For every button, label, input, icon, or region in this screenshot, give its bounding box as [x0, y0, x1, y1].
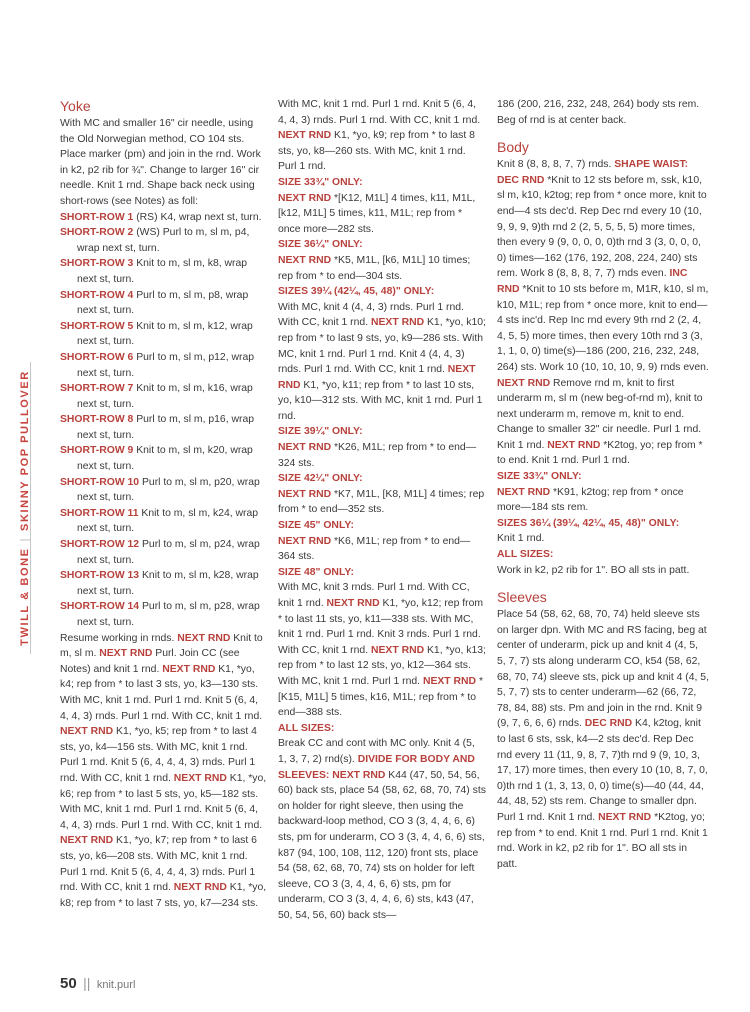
page-number: 50 [60, 975, 77, 992]
short-row-item [60, 225, 268, 256]
size-heading: SIZE 48" ONLY: [278, 566, 354, 578]
size-heading-line [278, 518, 486, 534]
size-heading-line [497, 469, 709, 485]
instruction-keyword: SHORT-ROW 5 [60, 320, 134, 332]
instruction-text: K1, *yo, k5; rep from * to last 4 sts, yo, k4—156 sts. With MC, knit 1 rnd. Purl 1 rnd. Knit 5 (6, 4, 4, 4, 3) rnds. Purl 1 rnd. With CC, knit 1 rnd. [60, 726, 257, 784]
instruction-text: Knit to m, sl m, k20, wrap next st, turn. [77, 445, 253, 473]
size-heading-line [278, 284, 486, 300]
instruction-text: K1, *yo, k7; rep from * to last 6 sts, yo, k6—208 sts. With MC, knit 1 rnd. Purl 1 rnd. Knit 5 (6, 4, 4, 4, 3) rnds. Purl 1 rnd. With CC, knit 1 rnd. [60, 835, 257, 894]
instruction-text: *[K15, M1L] 5 times, k16, M1L; rep from * to end—388 sts. [278, 675, 483, 719]
instruction-text: *K91, k2tog; rep from * once more—184 sts rem. [497, 486, 684, 514]
instruction-text: Knit 8 (8, 8, 8, 7, 7) rnds. [497, 159, 615, 171]
column-1 [60, 94, 268, 911]
column-3 [497, 97, 709, 872]
instruction-keyword: NEXT RND [422, 675, 477, 687]
instruction-keyword: SHORT-ROW 11 [60, 507, 139, 519]
size-instructions [278, 191, 486, 238]
instruction-keyword: NEXT RND [173, 772, 227, 784]
instruction-keyword: SHORT-ROW 9 [60, 445, 134, 457]
instruction-text: Knit to m, sl m, k12, wrap next st, turn. [77, 320, 253, 348]
size-heading-line [278, 424, 486, 440]
size-instructions [278, 580, 486, 720]
instruction-text: K44 (47, 50, 54, 56, 60) back sts, place 54 (58, 62, 68, 70, 74) sts on holder for right sleeve, then using the backward-loop method, CO 3 (3, 4, 4, 6, 6) sts, pm for underarm, CO 3 (3, 4, 4, 6, 6) sts, k87 (94, 100, 108, 112, 120) front sts, place 54 (58, 62, 68, 70, 74) sts on holder for left sleeve, CO 3 (3, 4, 4, 6, 6) sts, pm for underarm, CO 3 (3, 4, 4, 6, 6) sts, k43 (47, 50, 54, 56, 60) back sts— [278, 769, 486, 921]
instruction-keyword: NEXT RND [547, 439, 601, 451]
instruction-text: *K2tog, yo; rep from * to end. Knit 1 rnd. Purl 1 rnd. [497, 439, 703, 467]
instruction-keyword: SHORT-ROW 7 [60, 383, 134, 395]
instruction-keyword: NEXT RND [278, 192, 332, 204]
yoke-intro: With MC and smaller 16" cir needle, using the Old Norwegian method, CO 104 sts. Place marker (pm) and join in the rnd. Work in k2, p2 rib for ¾". Change to larger 16" cir needle. Knit 1 rnd. Shape back neck using short-rows (see Notes) as foll: [60, 118, 261, 207]
instruction-keyword: SHORT-ROW 13 [60, 570, 140, 582]
instruction-text: *Knit to 12 sts before m, ssk, k10, sl m, k10, k2tog; rep from * once more, knit to end—4 sts dec'd. Rep Dec rnd every 10 (10, 9, 9, 9, 9)th rnd 2 (2, 5, 5, 5, 5) more times, then every 9 (9, 0, 0, 0, 0)th rnd 3 (3, 0, 0, 0, 0) times—162 (176, 192, 208, 224, 240) sts rem. Work 8 (8, 8, 8, 7, 7) rnds even. [497, 174, 707, 280]
short-row-item [60, 475, 268, 506]
sidebar-brand: TWILL & BONE [19, 547, 31, 646]
size-heading: ALL SIZES: [278, 722, 335, 734]
instruction-keyword: NEXT RND [278, 254, 332, 266]
size-heading: SIZE 42¼" ONLY: [278, 473, 363, 485]
size-instructions [278, 440, 486, 471]
yoke-resume-paragraph [60, 631, 268, 912]
size-heading: SIZE 39¼" ONLY: [278, 426, 363, 438]
instruction-keyword: INC RND [497, 268, 688, 295]
short-row-item [60, 568, 268, 599]
instruction-keyword: NEXT RND [370, 317, 425, 329]
short-row-list [60, 210, 268, 631]
instruction-text: With MC, knit 4 (4, 4, 3) rnds. Purl 1 rnd. With CC, knit 1 rnd. [278, 301, 464, 329]
instruction-keyword: NEXT RND [326, 598, 380, 609]
size-heading-line [278, 471, 486, 487]
footer-separator: || [83, 975, 91, 991]
size-instructions [497, 485, 709, 516]
instruction-text: *K2tog, yo; rep from * to end. Knit 1 rnd. Purl 1 rnd. Knit 1 rnd. Work in k2, p2 rib for 1". BO all sts in patt. [497, 811, 708, 870]
yoke-resume-continued [278, 97, 486, 175]
instruction-keyword: NEXT RND [162, 663, 216, 675]
size-heading-line [497, 547, 709, 563]
yoke-size-sections [278, 175, 486, 924]
instruction-text: Resume working in rnds. [60, 632, 178, 644]
instruction-text: Knit to m, sl m, k24, wrap next st, turn. [77, 507, 259, 535]
instruction-text: *Knit to 10 sts before m, M1R, k10, sl m, k10, M1L; rep from * once more, knit to end—4 sts inc'd. Rep Inc rnd every 9th rnd 2 (2, 4, 4, 5, 5) more times, then every 10th rnd 3 (3, 1, 1, 0, 0) time(s)—186 (200, 216, 232, 248, 264) sts. Work 10 (10, 10, 10, 9, 9) rnds even. [497, 283, 709, 373]
instruction-keyword: NEXT RND [497, 486, 551, 498]
instruction-text: Remove rnd m, knit to first underarm m, sl m (new beg-of-rnd m), knit to next underarm m, remove m, knit to end. Change to smaller 32" cir needle. Purl 1 rnd. Knit 1 rnd. [497, 377, 703, 451]
size-heading-line [278, 237, 486, 253]
short-row-item [60, 506, 268, 537]
size-instructions [497, 563, 709, 579]
sleeves-heading: Sleeves [497, 589, 547, 606]
body-size-sections [497, 469, 709, 578]
instruction-text: *[K12, M1L] 4 times, k11, M1L, [k12, M1L] 5 times, k11, M1L; rep from * once more—282 sts. [278, 192, 476, 235]
instruction-text: K1, *yo, k8; rep from * to last 7 sts, yo, k7—234 sts. [60, 882, 267, 909]
short-row-item [60, 381, 268, 412]
instruction-text: 186 (200, 216, 232, 248, 264) body sts rem. Beg of rnd is at center back. [497, 99, 700, 126]
instruction-keyword: SHORT-ROW 6 [60, 351, 134, 363]
instruction-text: Work in k2, p2 rib for 1". BO all sts in patt. [497, 564, 690, 576]
magazine-name: knit.purl [96, 979, 136, 991]
sidebar-pattern-name: SKINNY POP PULLOVER [19, 370, 31, 531]
instruction-keyword: NEXT RND [173, 882, 227, 894]
instruction-text: Knit to m, sl m, k16, wrap next st, turn. [77, 383, 253, 410]
size-heading-line [278, 565, 486, 581]
instruction-text: Knit to m, sl m, k28, wrap next st, turn. [77, 570, 259, 597]
instruction-keyword: DEC RND [584, 718, 633, 730]
instruction-text: K1, *yo, k9; rep from * to last 8 sts, yo, k8—260 sts. With MC, knit 1 rnd. Purl 1 rnd. [278, 130, 475, 173]
short-row-item [60, 256, 268, 287]
size-heading-line [497, 516, 709, 532]
instruction-text: (RS) K4, wrap next st, turn. [133, 211, 262, 223]
instruction-text: Purl to m, sl m, p20, wrap next st, turn. [77, 476, 260, 504]
yoke-heading: Yoke [60, 98, 91, 114]
short-row-item [60, 350, 268, 381]
size-heading: SIZES 39¼ (42¼, 45, 48)" ONLY: [278, 286, 435, 298]
size-heading: SIZE 33¾" ONLY: [497, 471, 582, 483]
size-heading-line [278, 721, 486, 737]
instruction-text: K1, *yo, k4; rep from * to last 3 sts, yo, k3—130 sts. With MC, knit 1 rnd. Purl 1 rnd. Knit 5 (6, 4, 4, 4, 3) rnds. Purl 1 rnd. With CC, knit 1 rnd. [60, 663, 263, 722]
size-instructions [278, 253, 486, 284]
column-2 [278, 97, 486, 923]
page-footer [60, 975, 135, 995]
instruction-text: K1, *yo, k13; rep from * to last 12 sts, yo, k12—364 sts. With MC, knit 1 rnd. Purl 1 rnd. [278, 644, 486, 687]
instruction-text: *K5, M1L, [k6, M1L] 10 times; rep from * to end—304 sts. [278, 254, 471, 282]
size-heading: ALL SIZES: [497, 549, 554, 561]
instruction-text: Purl to m, sl m, p12, wrap next st, turn. [77, 351, 254, 379]
instruction-text: With MC, knit 3 rnds. Purl 1 rnd. With CC, knit 1 rnd. [278, 582, 470, 609]
instruction-keyword: NEXT RND [99, 648, 153, 660]
instruction-text: Place 54 (58, 62, 68, 70, 74) held sleeve sts on larger dpn. With MC and RS facing, beg at center of underarm, pick up and knit 4 (4, 5, 5, 7, 7) sts along underarm CO, k54 (58, 62, 68, 70, 74) sleeve sts, pick up and knit 4 (4, 5, 5, 7, 7) sts to center underarm—62 (66, 72, 78, 84, 88) sts. Pm and join in the rnd. Knit 9 (9, 7, 6, 6, 6) rnds. [497, 609, 709, 730]
size-instructions [278, 736, 486, 923]
sidebar-label [18, 362, 32, 654]
short-row-item [60, 319, 268, 350]
short-row-item [60, 537, 268, 568]
instruction-keyword: NEXT RND [278, 364, 476, 391]
instruction-keyword: SHAPE WAIST: DEC RND [497, 159, 689, 186]
instruction-keyword: NEXT RND [598, 811, 652, 823]
instruction-keyword: NEXT RND [60, 726, 114, 738]
instruction-text: Knit to m, sl m. [60, 632, 263, 660]
body-heading: Body [497, 139, 529, 156]
size-heading: SIZE 45" ONLY: [278, 520, 354, 532]
instruction-keyword: SHORT-ROW 1 [60, 211, 134, 223]
instruction-text: Purl to m, sl m, p8, wrap next st, turn. [77, 289, 249, 317]
instruction-text: Purl to m, sl m, p24, wrap next st, turn. [77, 539, 260, 566]
instruction-text: K1, *yo, k11; rep from * to last 10 sts, yo, k10—312 sts. With MC, knit 1 rnd. Purl 1 rnd. [278, 379, 483, 422]
short-row-item [60, 210, 268, 226]
sleeves-paragraph [497, 607, 709, 872]
size-instructions [497, 531, 709, 547]
instruction-keyword: DIVIDE FOR BODY AND SLEEVES: NEXT RND [278, 753, 475, 781]
instruction-text: Break CC and cont with MC only. Knit 4 (5, 1, 3, 7, 2) rnd(s). [278, 738, 475, 765]
instruction-text: Knit 1 rnd. [497, 533, 545, 545]
short-row-item [60, 443, 268, 474]
sidebar-separator: | [19, 536, 31, 542]
instruction-text: Knit to m, sl m, k8, wrap next st, turn. [77, 258, 248, 285]
instruction-keyword: NEXT RND [497, 377, 551, 389]
size-heading: SIZES 36¼ (39¼, 42¼, 45, 48)" ONLY: [497, 517, 680, 529]
instruction-keyword: NEXT RND [278, 442, 332, 454]
instruction-text: (WS) Purl to m, sl m, p4, wrap next st, turn. [77, 227, 250, 254]
instruction-text: *K7, M1L, [K8, M1L] 4 times; rep from * to end—352 sts. [278, 488, 485, 516]
instruction-keyword: SHORT-ROW 4 [60, 289, 134, 301]
size-instructions [278, 487, 486, 518]
yoke-all-sizes-continued [497, 97, 709, 128]
short-row-item [60, 599, 268, 630]
instruction-keyword: NEXT RND [370, 644, 425, 656]
instruction-keyword: SHORT-ROW 14 [60, 601, 140, 613]
instruction-text: Purl. Join CC (see Notes) and knit 1 rnd. [60, 648, 240, 675]
instruction-keyword: SHORT-ROW 10 [60, 476, 140, 488]
instruction-text: K1, *yo, k10; rep from * to last 9 sts, yo, k9—286 sts. With MC, knit 1 rnd. Purl 1 rnd. Knit 4 (4, 4, 3) rnds. Purl 1 rnd. With CC, knit 1 rnd. [278, 317, 486, 376]
instruction-keyword: SHORT-ROW 12 [60, 539, 140, 551]
instruction-keyword: NEXT RND [278, 130, 332, 142]
short-row-item [60, 412, 268, 443]
body-paragraph [497, 157, 709, 469]
size-instructions [278, 534, 486, 565]
instruction-text: K1, *yo, k6; rep from * to last 5 sts, yo, k5—182 sts. With MC, knit 1 rnd. Purl 1 rnd. Knit 5 (6, 4, 4, 4, 3) rnds. Purl 1 rnd. With CC, knit 1 rnd. [60, 772, 267, 831]
instruction-keyword: SHORT-ROW 3 [60, 258, 134, 270]
instruction-text: K1, *yo, k12; rep from * to last 11 sts, yo, k11—338 sts. With MC, knit 1 rnd. Purl 1 rnd. Knit 3 rnds. Purl 1 rnd. With CC, knit 1 rnd. [278, 598, 484, 656]
instruction-text: *K26, M1L; rep from * to end—324 sts. [278, 442, 477, 469]
size-instructions [278, 300, 486, 425]
instruction-text: *K6, M1L; rep from * to end—364 sts. [278, 535, 471, 563]
instruction-keyword: NEXT RND [177, 632, 231, 644]
instruction-keyword: SHORT-ROW 8 [60, 414, 134, 426]
size-heading: SIZE 36¼" ONLY: [278, 239, 363, 251]
instruction-text: Purl to m, sl m, p16, wrap next st, turn. [77, 414, 254, 441]
instruction-keyword: SHORT-ROW 2 [60, 227, 134, 239]
instruction-text: K4, k2tog, knit to last 6 sts, ssk, k4—2 sts dec'd. Rep Dec rnd every 11 (11, 9, 8, 7, 7)th rnd 9 (9, 10, 3, 17, 17) more times, then every 10 (10, 8, 7, 0, 0)th rnd 1 (1, 3, 13, 0, 0) time(s)—40 (44, 44, 44, 48, 52) sts rem. Change to smaller dpn. Purl 1 rnd. Knit 1 rnd. [497, 718, 708, 823]
size-heading-line [278, 175, 486, 191]
short-row-item [60, 288, 268, 319]
instruction-text: Purl to m, sl m, p28, wrap next st, turn. [77, 601, 260, 628]
instruction-text: With MC, knit 1 rnd. Purl 1 rnd. Knit 5 (6, 4, 4, 4, 3) rnds. Purl 1 rnd. With CC, knit 1 rnd. [278, 99, 481, 126]
instruction-keyword: NEXT RND [278, 535, 332, 547]
instruction-keyword: NEXT RND [60, 835, 114, 847]
size-heading: SIZE 33¾" ONLY: [278, 176, 363, 188]
instruction-keyword: NEXT RND [278, 488, 332, 500]
